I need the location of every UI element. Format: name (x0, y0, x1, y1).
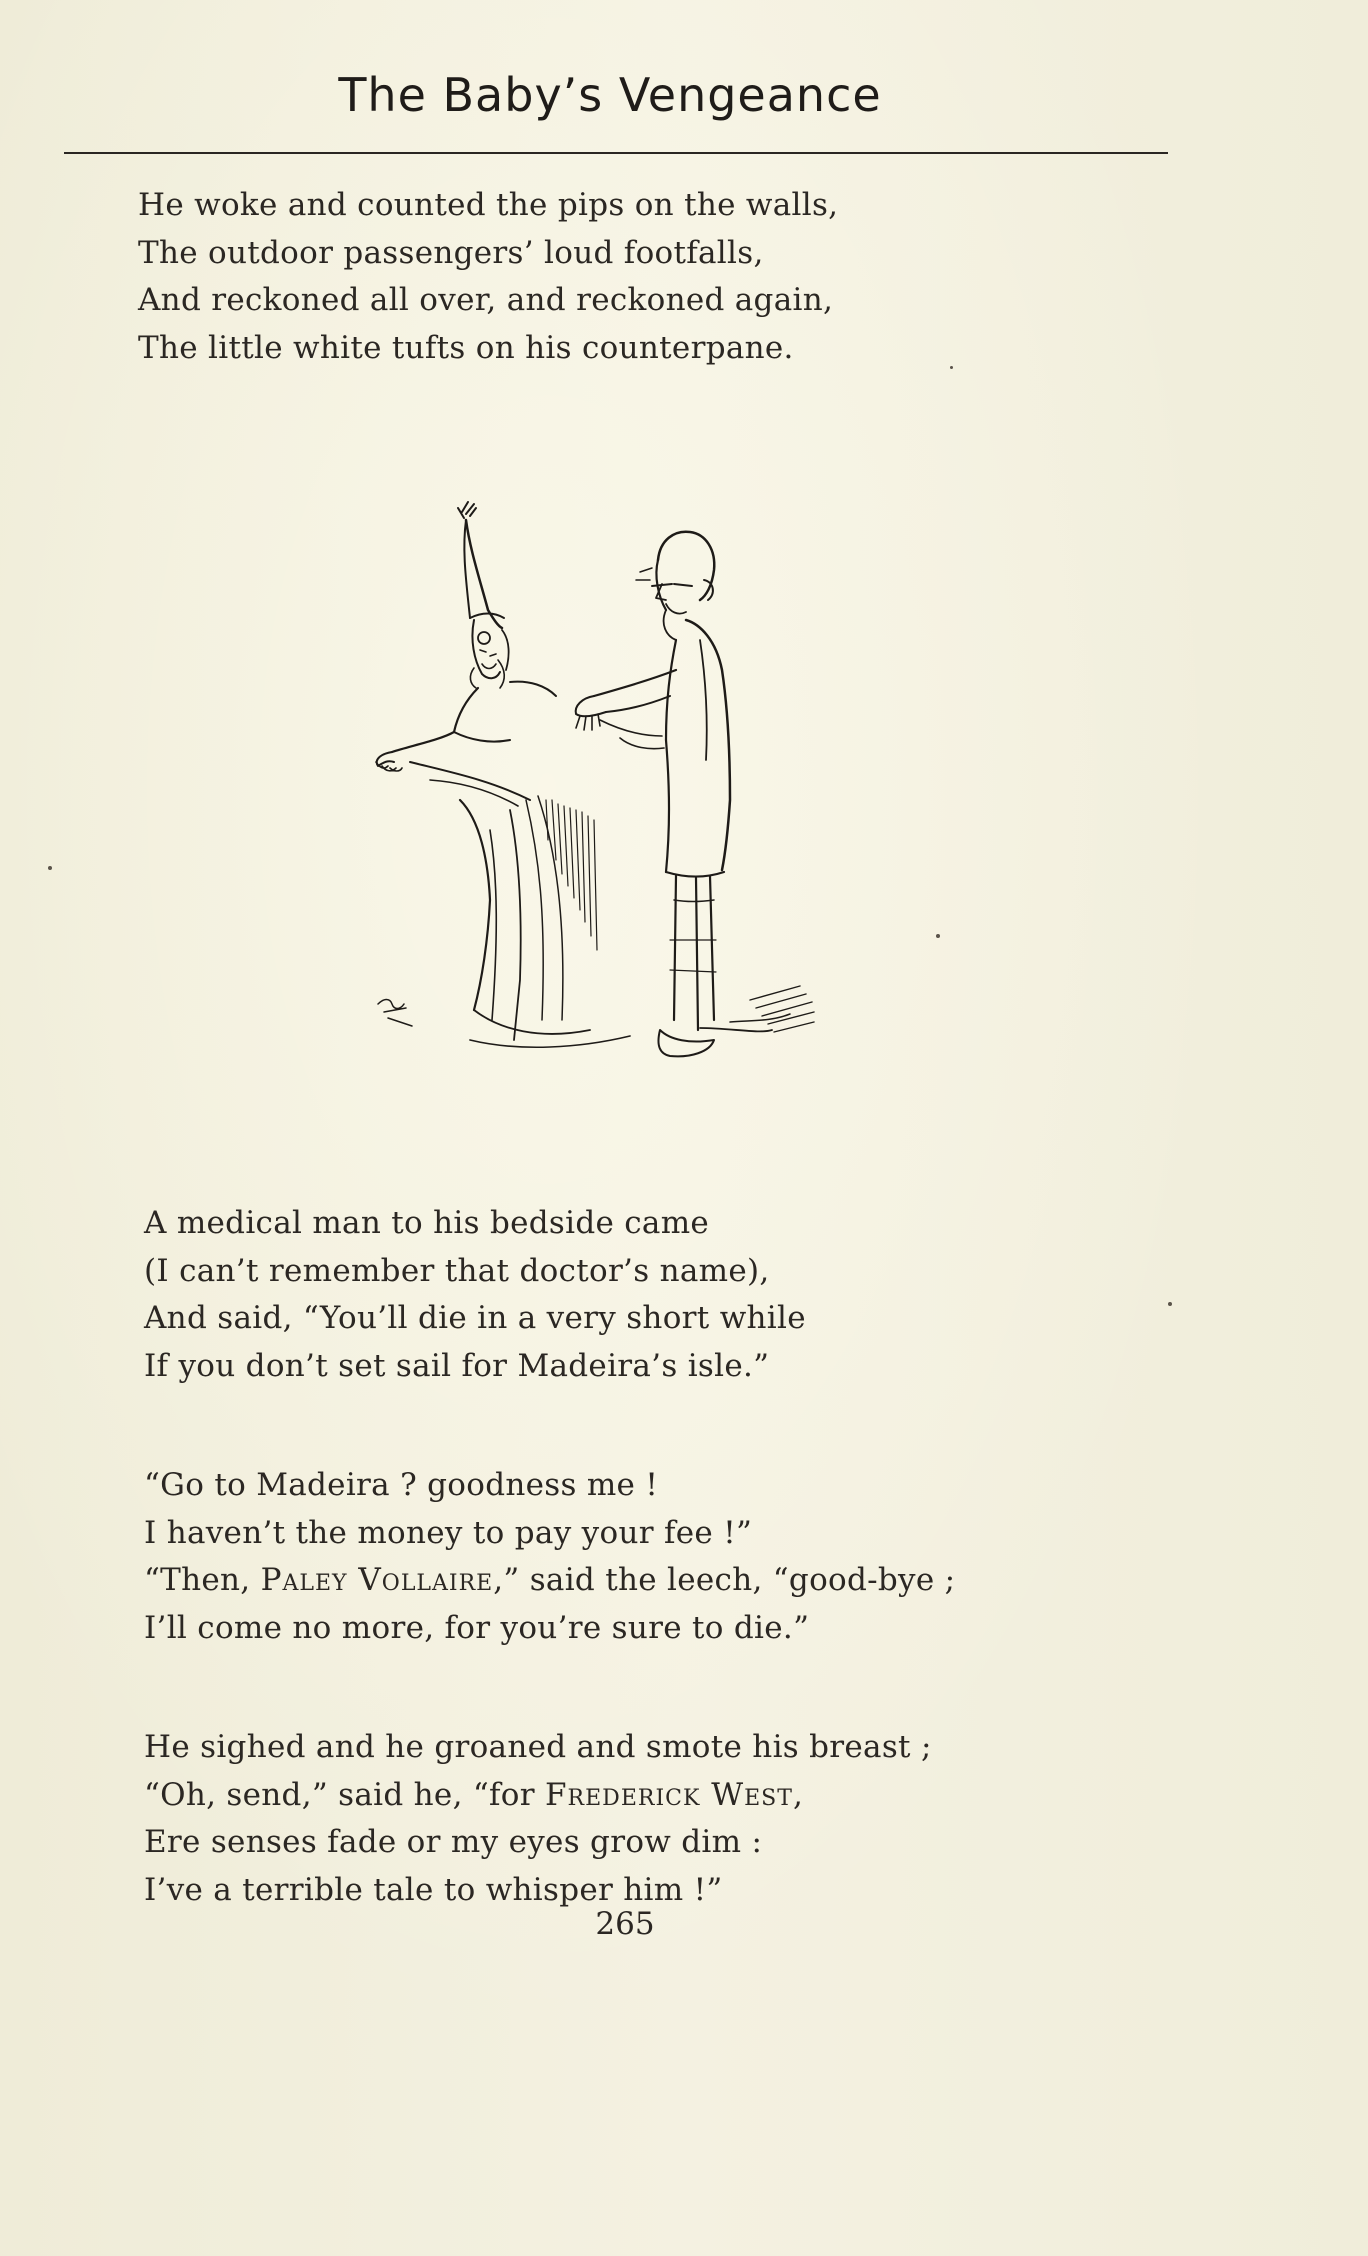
verse-line: And reckoned all over, and reckoned again, (138, 282, 834, 318)
verse-line (144, 1772, 1144, 1820)
paper-speck (1168, 1302, 1172, 1306)
header-rule (64, 152, 1168, 154)
running-head: The Baby’s Vengeance (338, 68, 882, 122)
verse-segment: “Oh, send,” said he, “for (144, 1776, 546, 1813)
verse-line: A medical man to his bedside came (144, 1205, 710, 1241)
stanza-1 (138, 182, 1138, 372)
paper-speck (48, 866, 52, 870)
verse-segment: “Then, (144, 1562, 261, 1598)
verse-line: I haven’t the money to pay your fee !” (144, 1514, 753, 1551)
verse-segment: , (792, 1776, 804, 1813)
verse-segment: ,” said the leech, “good-bye ; (493, 1562, 956, 1598)
verse-line: (I can’t remember that doctor’s name), (144, 1252, 770, 1289)
stanza-3 (144, 1462, 1144, 1652)
paper-speck (936, 934, 940, 938)
character-name: Paley Vollaire (260, 1562, 494, 1598)
verse-line: “Go to Madeira ? goodness me ! (144, 1467, 659, 1503)
verse-line: I’ll come no more, for you’re sure to die.” (144, 1609, 810, 1646)
paper-speck (950, 366, 953, 369)
verse-line: He woke and counted the pips on the walls, (138, 187, 839, 223)
stanza-4 (144, 1724, 1144, 1914)
sick-bed-doctor-illustration (370, 500, 870, 1080)
verse-line: Ere senses fade or my eyes grow dim : (144, 1824, 763, 1860)
verse-line: And said, “You’ll die in a very short while (144, 1300, 806, 1336)
verse-line: The outdoor passengers’ loud footfalls, (138, 234, 764, 271)
verse-line (144, 1557, 1144, 1605)
verse-line: The little white tufts on his counterpane. (138, 329, 794, 366)
verse-line: I’ve a terrible tale to whisper him !” (144, 1871, 723, 1908)
page-number: 265 (595, 1906, 655, 1942)
character-name: Frederick West (545, 1776, 793, 1813)
verse-line: If you don’t set sail for Madeira’s isle.” (144, 1347, 770, 1384)
verse-line: He sighed and he groaned and smote his breast ; (144, 1729, 932, 1765)
stanza-2 (144, 1200, 1144, 1390)
